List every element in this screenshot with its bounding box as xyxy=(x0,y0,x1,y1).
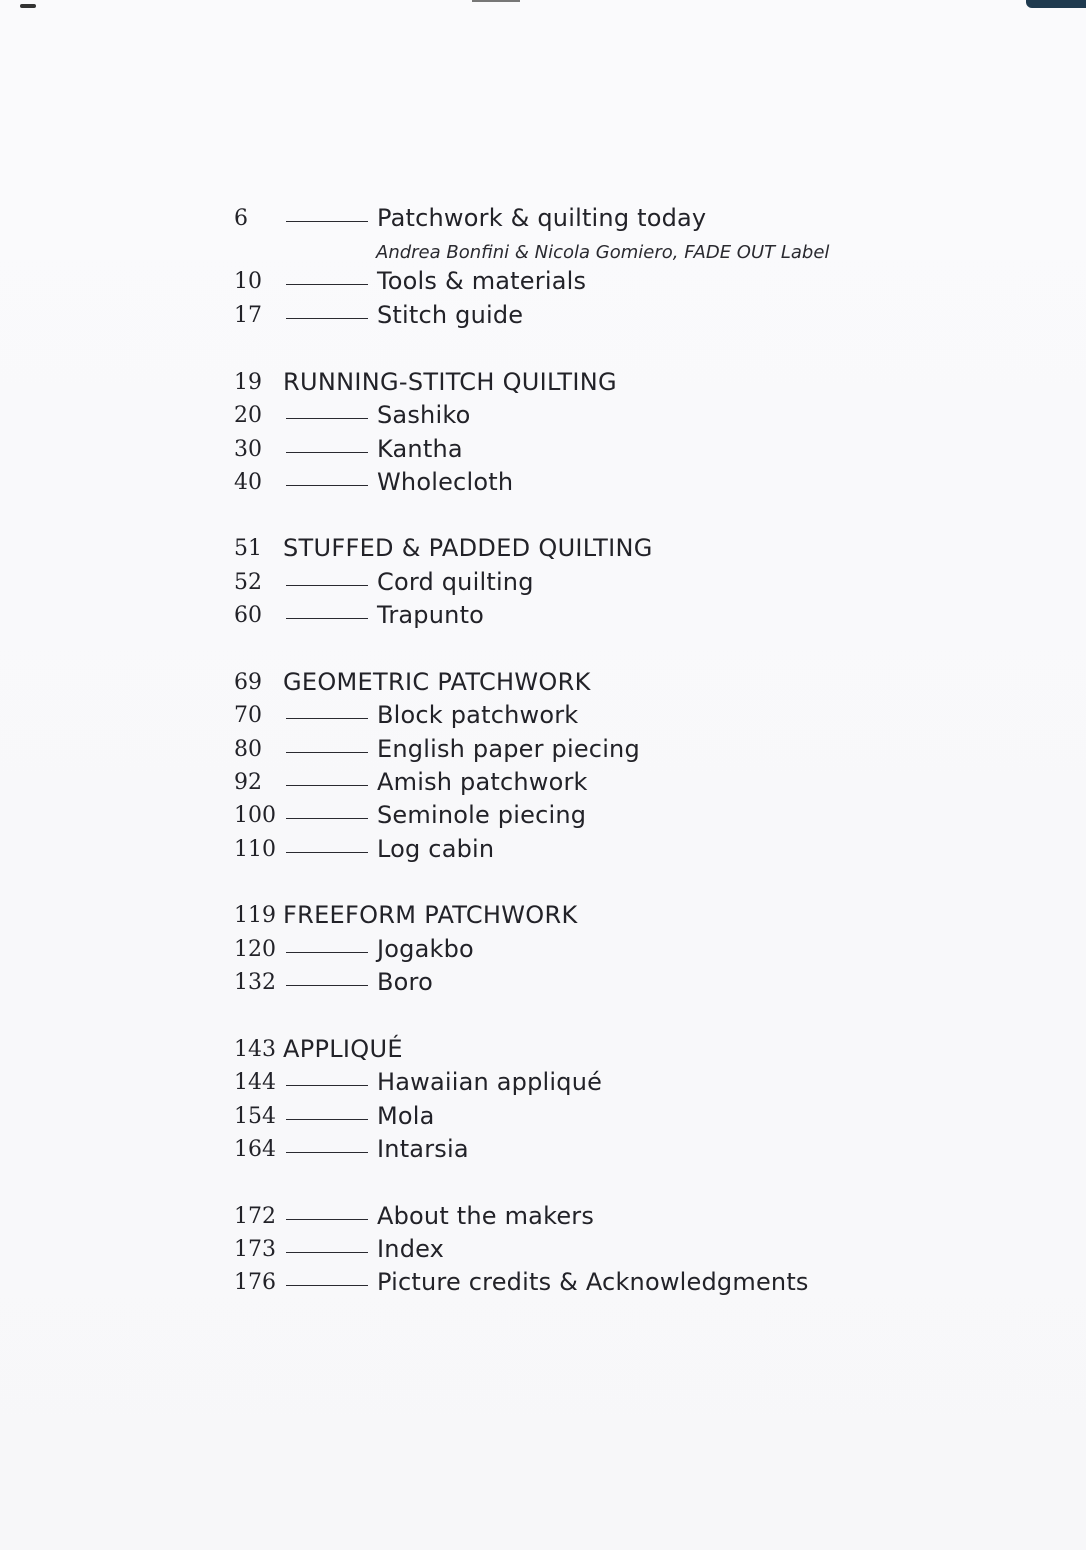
toc-entry[interactable] xyxy=(0,401,900,435)
toc-entry[interactable] xyxy=(0,1135,900,1169)
toc-entry[interactable] xyxy=(0,935,900,969)
toc-entry[interactable] xyxy=(0,568,900,602)
toc-section[interactable] xyxy=(0,668,900,702)
page-number: 110 xyxy=(234,837,276,862)
leader-rule xyxy=(286,418,368,419)
page-number: 80 xyxy=(234,737,262,762)
toc-entry[interactable] xyxy=(0,835,900,869)
toc-entry[interactable] xyxy=(0,735,900,769)
toc-entry[interactable] xyxy=(0,601,900,635)
entry-title: Intarsia xyxy=(377,1135,469,1163)
entry-title: Kantha xyxy=(377,435,463,463)
leader-rule xyxy=(286,785,368,786)
section-title: STUFFED & PADDED QUILTING xyxy=(283,534,653,562)
leader-rule xyxy=(286,718,368,719)
toc-entry[interactable] xyxy=(0,1102,900,1136)
entry-title: Jogakbo xyxy=(377,935,474,963)
toc-entry[interactable] xyxy=(0,801,900,835)
leader-rule xyxy=(286,752,368,753)
entry-title: Index xyxy=(377,1235,445,1263)
entry-title: Picture credits & Acknowledgments xyxy=(377,1268,809,1296)
page-number: 143 xyxy=(234,1037,276,1062)
entry-title: About the makers xyxy=(377,1202,595,1230)
toc-entry[interactable] xyxy=(0,1202,900,1236)
page-number: 173 xyxy=(234,1237,276,1262)
page-number: 120 xyxy=(234,937,276,962)
leader-rule xyxy=(286,221,368,222)
page-number: 52 xyxy=(234,570,262,595)
entry-title: Boro xyxy=(377,968,433,996)
entry-title: Mola xyxy=(377,1102,435,1130)
scan-mark xyxy=(472,0,520,2)
page-number: 119 xyxy=(234,903,276,928)
leader-rule xyxy=(286,852,368,853)
leader-rule xyxy=(286,1119,368,1120)
page-number: 132 xyxy=(234,970,276,995)
leader-rule xyxy=(286,318,368,319)
page-number: 172 xyxy=(234,1204,276,1229)
toc-section[interactable] xyxy=(0,901,900,935)
entry-title: Seminole piecing xyxy=(377,801,587,829)
entry-title: Tools & materials xyxy=(377,267,587,295)
page-corner xyxy=(1026,0,1086,8)
leader-rule xyxy=(286,1285,368,1286)
section-title: APPLIQUÉ xyxy=(283,1035,403,1063)
section-title: FREEFORM PATCHWORK xyxy=(283,901,578,929)
leader-rule xyxy=(286,952,368,953)
page-number: 92 xyxy=(234,770,262,795)
section-title: RUNNING-STITCH QUILTING xyxy=(283,368,617,396)
toc-section[interactable] xyxy=(0,534,900,568)
page-number: 154 xyxy=(234,1104,276,1129)
entry-title: Hawaiian appliqué xyxy=(377,1068,603,1096)
entry-subtitle: Andrea Bonfini & Nicola Gomiero, FADE OUT Label xyxy=(376,242,830,263)
page-number: 69 xyxy=(234,670,262,695)
entry-title: Wholecloth xyxy=(377,468,514,496)
entry-title: English paper piecing xyxy=(377,735,640,763)
page-number: 70 xyxy=(234,703,262,728)
leader-rule xyxy=(286,1219,368,1220)
page-number: 30 xyxy=(234,437,262,462)
entry-title: Patchwork & quilting today xyxy=(377,204,707,232)
entry-title: Cord quilting xyxy=(377,568,534,596)
entry-title: Sashiko xyxy=(377,401,471,429)
leader-rule xyxy=(286,985,368,986)
toc-entry[interactable] xyxy=(0,204,900,238)
toc-entry[interactable] xyxy=(0,1268,900,1302)
page-number: 51 xyxy=(234,536,262,561)
leader-rule xyxy=(286,452,368,453)
entry-title: Trapunto xyxy=(377,601,485,629)
leader-rule xyxy=(286,1085,368,1086)
page-number: 144 xyxy=(234,1070,276,1095)
page-number: 6 xyxy=(234,206,248,231)
page-number: 164 xyxy=(234,1137,276,1162)
page-number: 19 xyxy=(234,370,262,395)
page-number: 100 xyxy=(234,803,276,828)
page-number: 20 xyxy=(234,403,262,428)
entry-title: Log cabin xyxy=(377,835,495,863)
toc-entry[interactable] xyxy=(0,301,900,335)
scan-mark xyxy=(20,4,36,8)
toc-entry[interactable] xyxy=(0,968,900,1002)
page-number: 60 xyxy=(234,603,262,628)
section-title: GEOMETRIC PATCHWORK xyxy=(283,668,591,696)
leader-rule xyxy=(286,818,368,819)
toc-entry[interactable] xyxy=(0,435,900,469)
toc-section[interactable] xyxy=(0,1035,900,1069)
entry-title: Stitch guide xyxy=(377,301,524,329)
toc-entry[interactable] xyxy=(0,267,900,301)
leader-rule xyxy=(286,618,368,619)
toc-entry[interactable] xyxy=(0,468,900,502)
page-number: 176 xyxy=(234,1270,276,1295)
leader-rule xyxy=(286,485,368,486)
leader-rule xyxy=(286,1152,368,1153)
page-number: 17 xyxy=(234,303,262,328)
toc-entry[interactable] xyxy=(0,1068,900,1102)
entry-title: Block patchwork xyxy=(377,701,579,729)
toc-entry[interactable] xyxy=(0,768,900,802)
leader-rule xyxy=(286,284,368,285)
leader-rule xyxy=(286,585,368,586)
toc-entry[interactable] xyxy=(0,701,900,735)
page-number: 10 xyxy=(234,269,262,294)
page-number: 40 xyxy=(234,470,262,495)
leader-rule xyxy=(286,1252,368,1253)
toc-section[interactable] xyxy=(0,368,900,402)
entry-title: Amish patchwork xyxy=(377,768,588,796)
toc-entry[interactable] xyxy=(0,1235,900,1269)
